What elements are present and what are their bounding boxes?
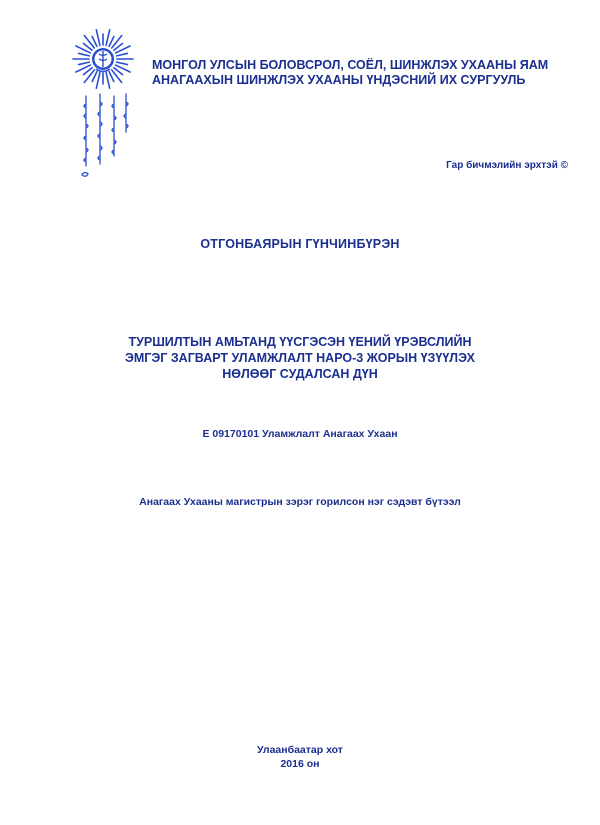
institution-header — [152, 58, 548, 88]
university-emblem-icon — [72, 28, 134, 90]
thesis-title — [0, 334, 600, 382]
specialty-code: Е 09170101 Уламжлалт Анагаах Ухаан — [202, 428, 398, 440]
degree-statement: Анагаах Ухааны магистрын зэрэг горилсон нэг сэдэвт бүтээл — [139, 496, 461, 508]
year: 2016 он — [280, 758, 320, 770]
place-and-year — [0, 743, 600, 771]
author-name: ОТГОНБАЯРЫН ГҮНЧИНБҮРЭН — [200, 237, 400, 251]
thesis-title-line: НӨЛӨӨГ СУДАЛСАН ДҮН — [222, 367, 378, 381]
thesis-title-line: ТУРШИЛТЫН АМЬТАНД ҮҮСГЭСЭН ҮЕНИЙ ҮРЭВСЛИЙН — [128, 335, 472, 349]
copyright-notice: Гар бичмэлийн эрхтэй © — [446, 160, 568, 171]
university-name: АНАГААХЫН ШИНЖЛЭХ УХААНЫ ҮНДЭСНИЙ ИХ СУРГУУЛЬ — [152, 73, 526, 87]
place: Улаанбаатар хот — [257, 744, 343, 756]
thesis-title-line: ЭМГЭГ ЗАГВАРТ УЛАМЖЛАЛТ НАРО-3 ЖОРЫН ҮЗҮҮЛЭХ — [125, 351, 475, 365]
ministry-name: МОНГОЛ УЛСЫН БОЛОВСРОЛ, СОЁЛ, ШИНЖЛЭХ УХААНЫ ЯАМ — [152, 58, 549, 72]
mongolian-script-icon — [72, 92, 136, 184]
